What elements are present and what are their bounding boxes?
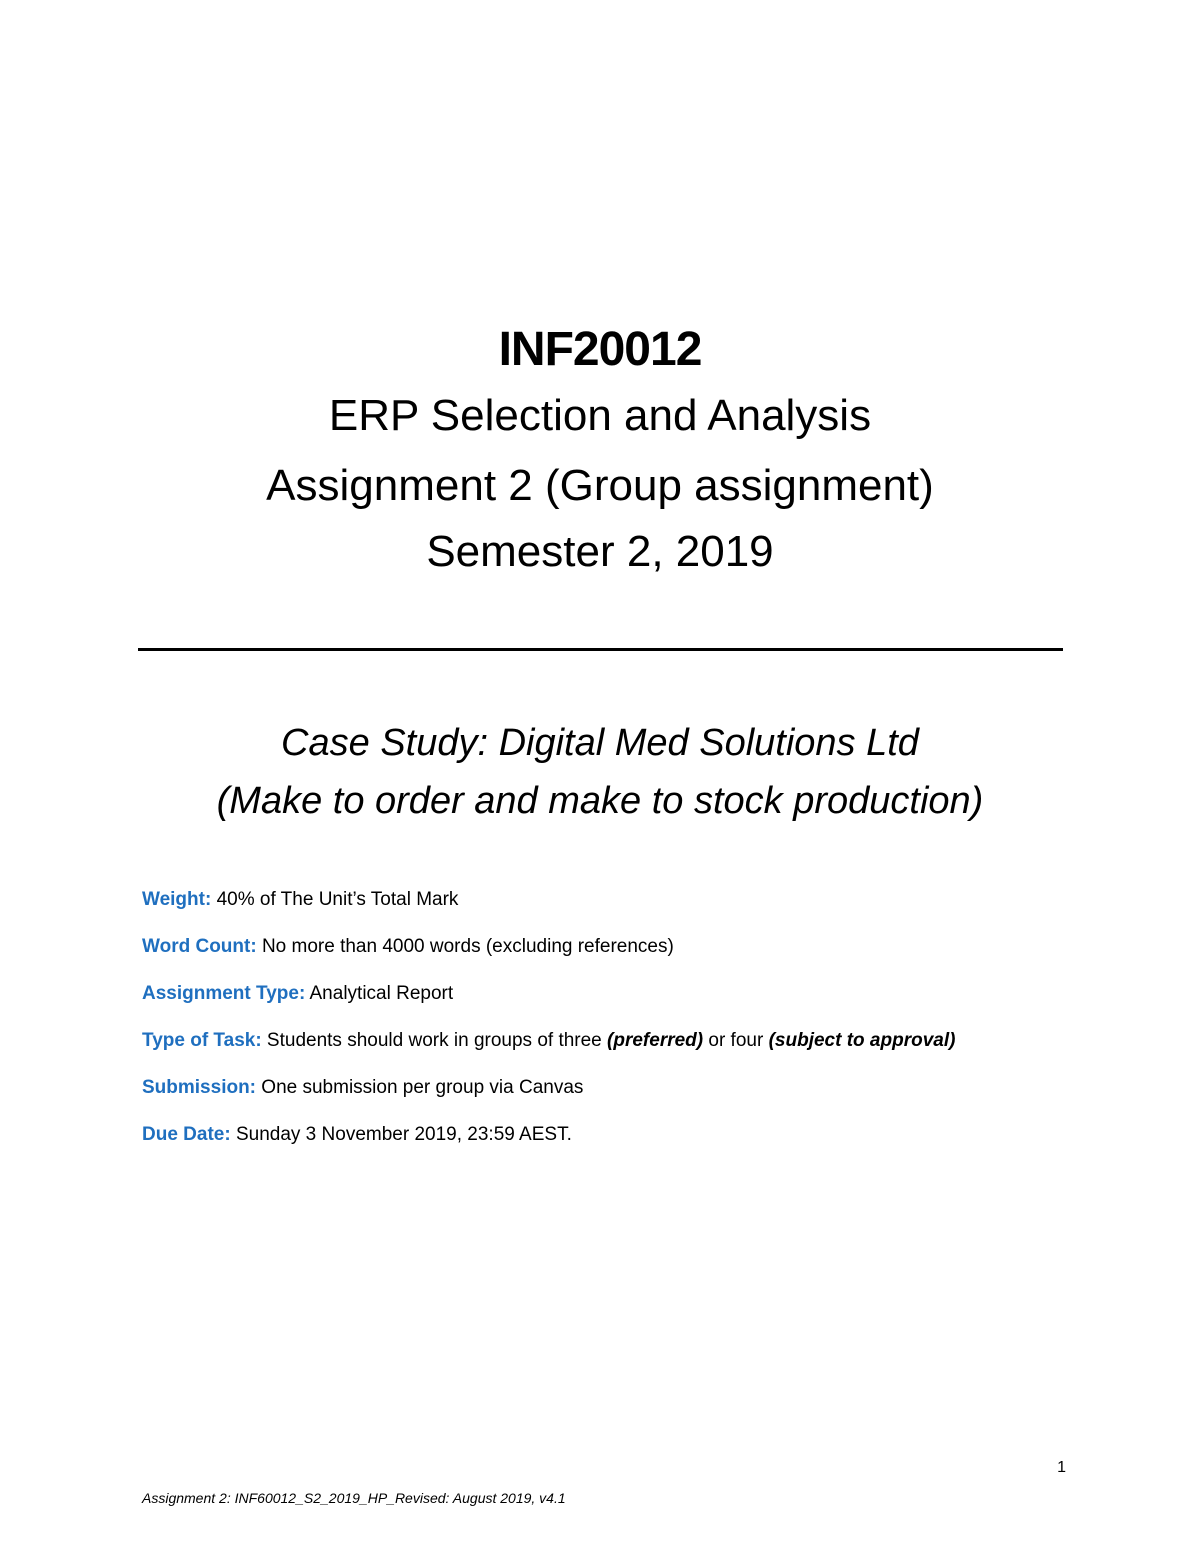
word-count-label: Word Count:	[142, 936, 257, 957]
task-type-label: Type of Task:	[142, 1030, 262, 1051]
task-type-value-part1: Students should work in groups of three	[261, 1030, 608, 1051]
word-count-value: No more than 4000 words (excluding references)	[256, 936, 674, 957]
due-date-label: Due Date:	[142, 1124, 231, 1145]
task-type-preferred: (preferred)	[607, 1030, 704, 1051]
page-footer: Assignment 2: INF60012_S2_2019_HP_Revised: August 2019, v4.1	[142, 1490, 566, 1506]
assignment-type-line	[142, 981, 1102, 1007]
case-study-title: Case Study: Digital Med Solutions Ltd	[281, 722, 919, 764]
task-type-line	[142, 1028, 1102, 1054]
submission-value: One submission per group via Canvas	[256, 1077, 584, 1098]
unit-title: ERP Selection and Analysis	[328, 391, 872, 440]
due-date-line	[142, 1122, 1102, 1148]
due-date-value: Sunday 3 November 2019, 23:59 AEST.	[230, 1124, 572, 1145]
assignment-type-label: Assignment Type:	[142, 983, 306, 1004]
weight-value: 40% of The Unit’s Total Mark	[211, 889, 459, 910]
page-number: 1	[1057, 1459, 1066, 1476]
course-code: INF20012	[498, 323, 702, 376]
horizontal-rule	[138, 648, 1063, 651]
task-type-value-part2: or four	[703, 1030, 769, 1051]
submission-line	[142, 1075, 1102, 1101]
semester-title: Semester 2, 2019	[426, 527, 774, 576]
case-study-subtitle: (Make to order and make to stock production)	[216, 780, 984, 822]
assignment-title: Assignment 2 (Group assignment)	[266, 461, 934, 510]
submission-label: Submission:	[142, 1077, 257, 1098]
weight-line	[142, 887, 1102, 913]
weight-label: Weight:	[142, 889, 212, 910]
word-count-line	[142, 934, 1102, 960]
task-type-approval: (subject to approval)	[768, 1030, 956, 1051]
assignment-type-value: Analytical Report	[305, 983, 454, 1004]
